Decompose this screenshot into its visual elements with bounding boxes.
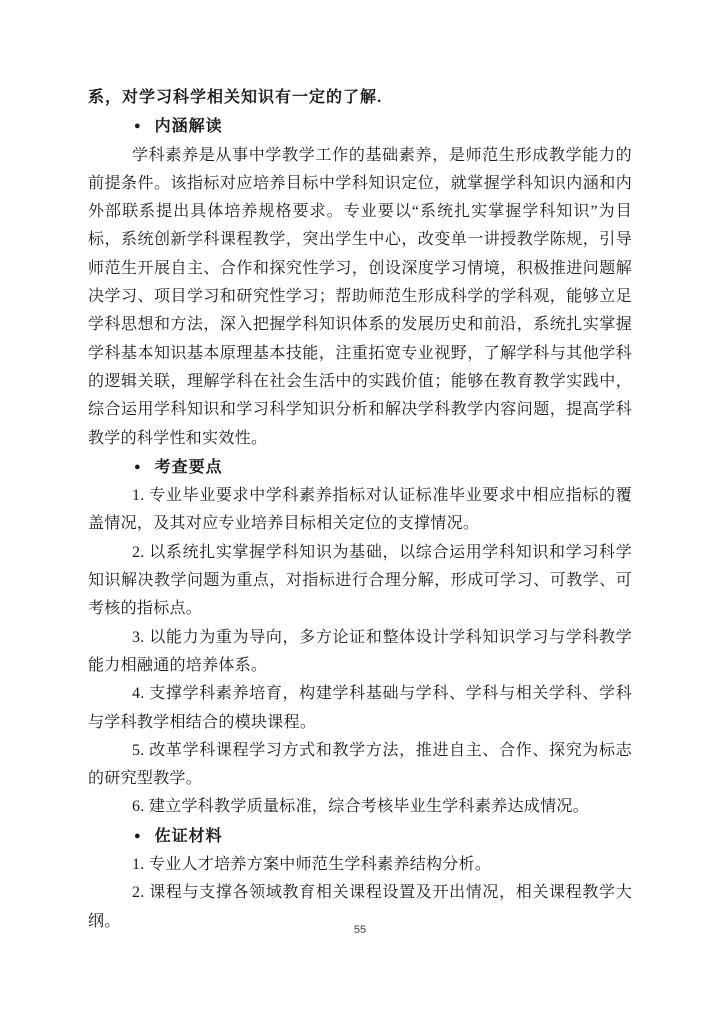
review-point-item: 1. 专业毕业要求中学科素养指标对认证标准毕业要求中相应指标的覆盖情况，及其对应专业培养目标相关定位的支撑情况。: [88, 487, 632, 533]
section-heading-label: 佐证材料: [154, 827, 223, 845]
section-heading-review-points: [88, 453, 632, 482]
section-heading-label: 内涵解读: [154, 118, 223, 136]
bullet-icon: ●: [134, 460, 142, 473]
supporting-material-item: 1. 专业人才培养方案中师范生学科素养结构分析。: [132, 856, 492, 874]
review-point-item: 2. 以系统扎实掌握学科知识为基础，以综合运用学科知识和学习科学知识解决教学问题为重点，对指标进行合理分解，形成可学习、可教学、可考核的指标点。: [88, 543, 632, 618]
review-point-item: 3. 以能力为重为导向，多方论证和整体设计学科知识学习与学科教学能力相融通的培养体系。: [88, 628, 632, 674]
section-heading-supporting-materials: [88, 822, 632, 851]
supporting-material-item: 2. 课程与支撑各领域教育相关课程设置及开出情况，相关课程教学大纲。: [88, 884, 632, 930]
bullet-icon: ●: [134, 829, 142, 842]
review-point-item: 5. 改革学科课程学习方式和教学方法，推进自主、合作、探究为标志的研究型教学。: [88, 741, 632, 788]
connotation-paragraph: 学科素养是从事中学教学工作的基础素养，是师范生形成教学能力的前提条件。该指标对应培养目标中学科知识定位，就掌握学科知识内涵和内外部联系提出具体培养规格要求。专业要以“系统扎实掌握学科知识”为目标，系统创新学科课程教学，突出学生中心，改变单一讲授教学陈规，引导师范生开展自主、合作和探究性学习，创设深度学习情境，积极推进问题解决学习、项目学习和研究性学习；帮助师范生形成科学的学科观，能够立足学科思想和方法，深入把握学科知识体系的发展历史和前沿，系统扎实掌握学科基本知识基本原理基本技能，注重拓宽专业视野，了解学科与其他学科的逻辑关联，理解学科在社会生活中的实践价值；能够在教育教学实践中，综合运用学科知识和学习科学知识分析和解决学科教学内容问题，提高学科教学的科学性和实效性。: [88, 146, 632, 447]
section-heading-connotation: [88, 112, 632, 141]
carryover-text: 系，对学习科学相关知识有一定的了解.: [88, 89, 383, 106]
page-number: 55: [353, 924, 367, 936]
review-point-item: 4. 支撑学科素养培育，构建学科基础与学科、学科与相关学科、学科与学科教学相结合的模块课程。: [88, 685, 632, 731]
section-heading-label: 考查要点: [154, 458, 223, 476]
review-point-item: 6. 建立学科教学质量标准，综合考核毕业生学科素养达成情况。: [132, 798, 590, 816]
bullet-icon: ●: [134, 120, 142, 133]
document-content: [88, 84, 632, 936]
